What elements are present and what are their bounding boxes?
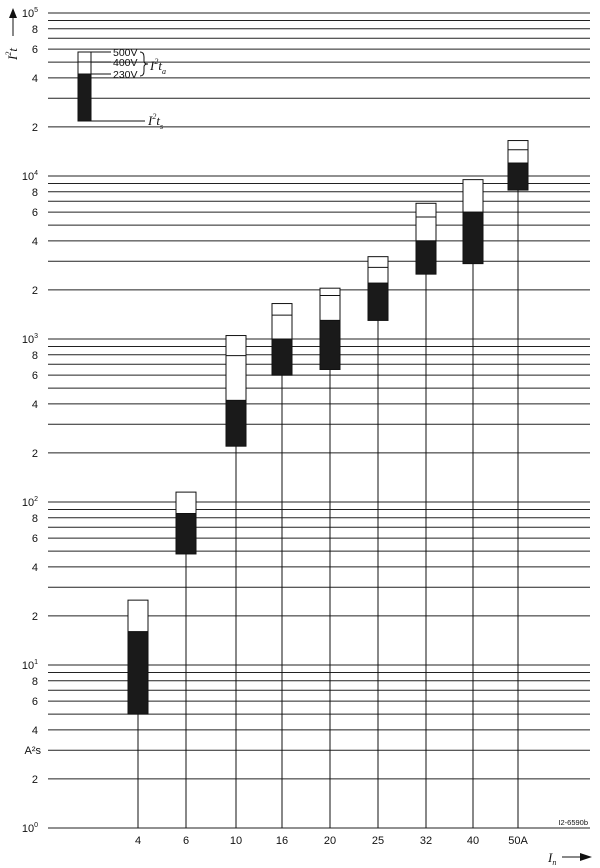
x-tick-label: 6 [182, 835, 190, 847]
bar-i2ta [320, 288, 340, 320]
x-tick-label: 25 [371, 835, 385, 847]
x-tick-label: 32 [419, 835, 433, 847]
bar-i2ts [463, 212, 483, 263]
y-tick-label: 6 [31, 533, 38, 546]
bar-i2ta [368, 257, 388, 284]
bar-i2ts [368, 283, 388, 320]
x-tick-label: 20 [323, 835, 337, 847]
y-tick-label: 8 [31, 186, 38, 199]
y-axis-label: $I^2t$ [4, 48, 20, 60]
bar-i2ta [226, 336, 246, 401]
y-tick-label: 4 [31, 561, 38, 574]
figure-code: I2-6590b [558, 818, 588, 827]
y-tick-label: 6 [31, 370, 38, 383]
y-tick-label: $10^0$ [21, 822, 38, 835]
bar-i2ts [226, 400, 246, 446]
x-tick-labels [135, 835, 529, 847]
legend [78, 47, 166, 131]
y-tick-label: $10^5$ [21, 7, 38, 20]
x-axis-label: $I_n$ [548, 850, 557, 867]
legend-i2ta-label: $I^2t_a$ [150, 57, 166, 76]
bar-i2ta [416, 203, 436, 241]
y-tick-label: $10^1$ [21, 659, 38, 672]
y-tick-label: 6 [31, 696, 38, 709]
x-tick-label: 40 [466, 835, 480, 847]
bar-i2ts [416, 241, 436, 274]
axis-labels [4, 8, 592, 867]
bar-i2ts [176, 514, 196, 554]
bar-i2ta [272, 304, 292, 339]
y-tick-label: 2 [31, 610, 38, 623]
x-tick-label: 4 [134, 835, 142, 847]
y-tick-label: 6 [31, 44, 38, 57]
y-axis-arrow-head [9, 8, 17, 18]
y-tick-label: 6 [31, 207, 38, 220]
bar-i2ts [128, 632, 148, 714]
y-tick-label: 8 [31, 675, 38, 688]
y-tick-label: 4 [31, 724, 38, 737]
legend-entry: 400V [113, 57, 138, 69]
bar-i2ta [508, 141, 528, 164]
bar-i2ts [508, 163, 528, 190]
y-tick-labels [22, 7, 42, 835]
bar-i2ts [272, 339, 292, 375]
bar-i2ts [320, 320, 340, 369]
bar-i2ta [463, 180, 483, 213]
x-axis-arrow-head [580, 853, 592, 861]
bar-i2ta [128, 600, 148, 632]
legend-brace [140, 52, 148, 76]
legend-entry: 230V [113, 69, 138, 81]
bars [128, 141, 528, 828]
y-tick-label: 4 [31, 235, 38, 248]
y-tick-label: 8 [31, 512, 38, 525]
legend-entry: 500V [113, 47, 138, 59]
y-tick-label: $10^2$ [21, 496, 38, 509]
y-tick-label: 8 [31, 23, 38, 36]
y-tick-label: 8 [31, 349, 38, 362]
y-tick-label: 2 [31, 121, 38, 134]
y-tick-label: 2 [31, 447, 38, 460]
x-tick-label: 16 [275, 835, 289, 847]
y-tick-label: 4 [31, 398, 38, 411]
x-tick-label: 10 [229, 835, 243, 847]
y-tick-label: 4 [31, 72, 38, 85]
legend-i2ta-box [78, 52, 91, 74]
legend-i2ts-box [78, 74, 91, 121]
y-tick-label: 2 [31, 284, 38, 297]
x-tick-label: 50A [508, 835, 528, 847]
y-tick-label: $10^4$ [21, 170, 38, 183]
bar-i2ta [176, 492, 196, 513]
y-unit-label: A²s [24, 745, 41, 758]
legend-i2ts-label: $I^2t_s$ [148, 112, 164, 131]
y-tick-label: $10^3$ [21, 333, 38, 346]
y-tick-label: 2 [31, 773, 38, 786]
